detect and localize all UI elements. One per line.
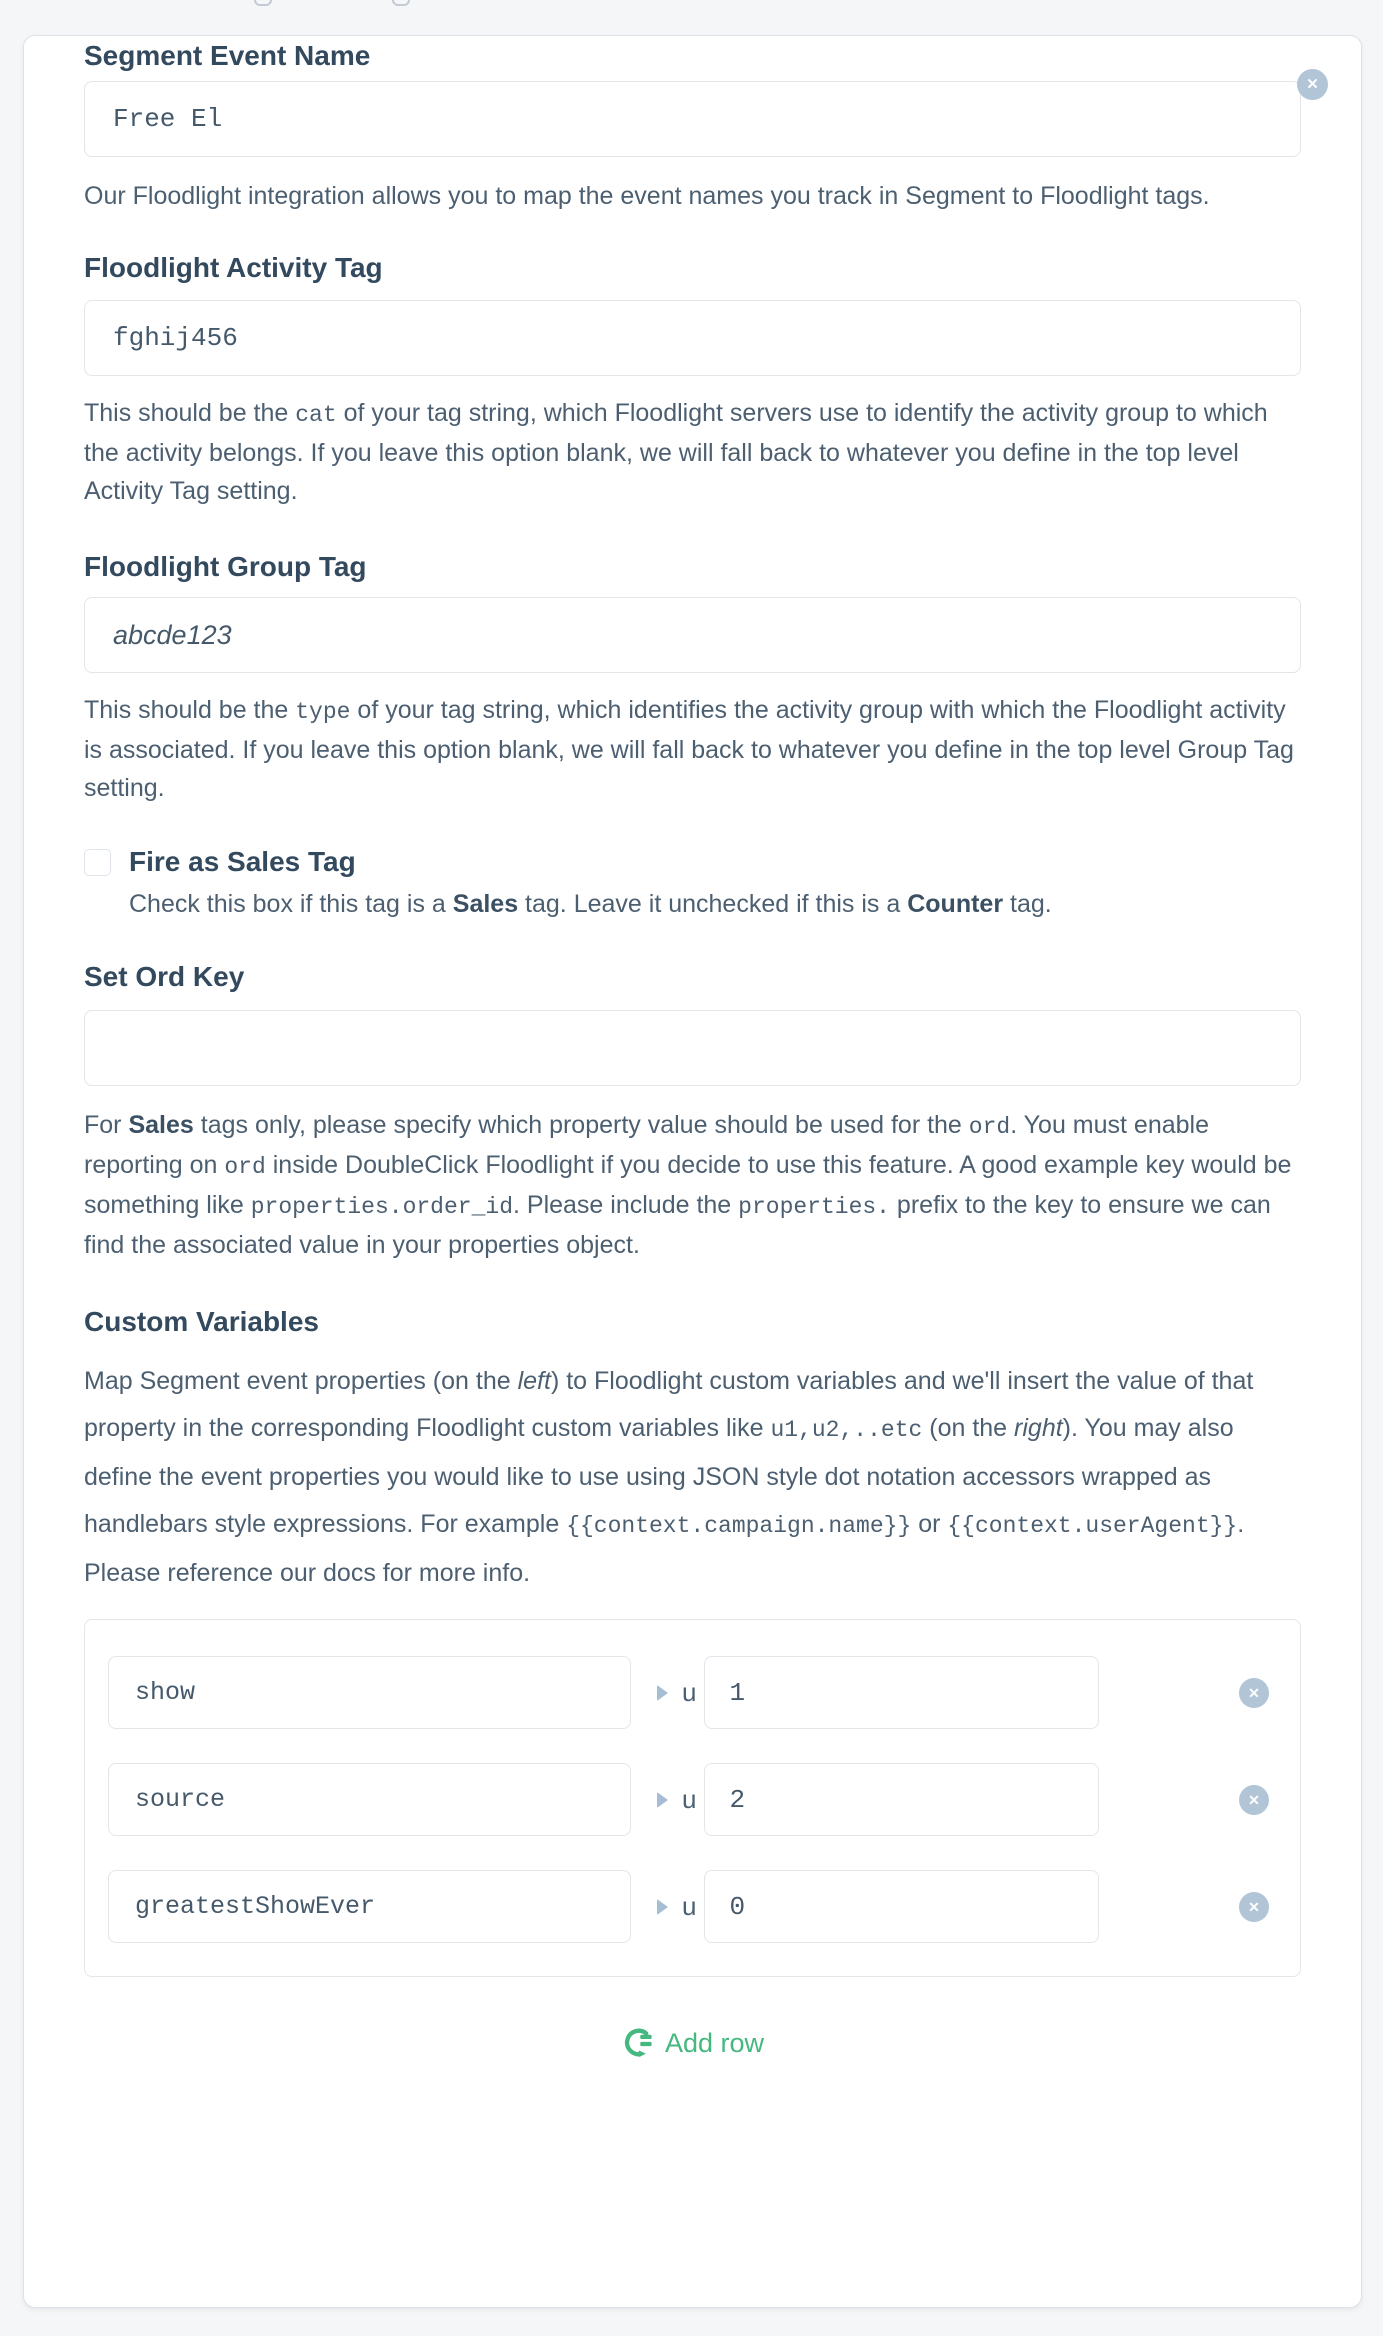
variable-index-input[interactable]: [704, 1870, 1099, 1943]
activity-tag-description: This should be the cat of your tag string, which Floodlight servers use to identify the activity group to which the activity belongs. If you leave this option blank, we will fall back to whatever you define in the top level Activity Tag setting.: [84, 399, 1268, 505]
custom-variable-row: [108, 1656, 1277, 1729]
ord-key-description: For Sales tags only, please specify which property value should be used for the ord. You must enable reporting on ord inside DoubleClick Floodlight if you decide to use this feature. A good example key would be something like properties.order_id. Please include the properties. prefix to the key to ensure we can find the associated value in your properties object.: [84, 1111, 1292, 1259]
segment-event-name-heading: Segment Event Name: [84, 40, 371, 71]
variable-prefix-label: u: [682, 1784, 697, 1814]
property-input[interactable]: [108, 1763, 631, 1836]
close-icon[interactable]: ✕: [1297, 69, 1328, 100]
variable-index-input[interactable]: [704, 1763, 1099, 1836]
remove-row-icon[interactable]: ✕: [1239, 1785, 1269, 1815]
activity-tag-input[interactable]: [84, 300, 1301, 376]
ord-key-input[interactable]: [84, 1010, 1301, 1086]
arrow-right-icon: [657, 1792, 668, 1808]
group-tag-description: This should be the type of your tag string, which identifies the activity group with which the Floodlight activity is associated. If you leave this option blank, we will fall back to whatever you define in the top level Group Tag setting.: [84, 696, 1294, 802]
custom-variable-row: [108, 1763, 1277, 1836]
add-row-button[interactable]: [615, 2025, 770, 2061]
property-input[interactable]: [108, 1870, 631, 1943]
custom-variables-description: Map Segment event properties (on the left) to Floodlight custom variables and we'll insert the value of that property in the corresponding Floodlight custom variables like u1,u2,..etc (on the right). You may also define the event properties you would like to use using JSON style dot notation accessors wrapped as handlebars style expressions. For example {{context.campaign.name}} or {{context.userAgent}}. Please reference our docs for more info.: [84, 1367, 1254, 1587]
arrow-right-icon: [657, 1685, 668, 1701]
ord-key-heading: Set Ord Key: [84, 961, 245, 992]
activity-tag-heading: Floodlight Activity Tag: [84, 252, 383, 283]
sales-tag-checkbox[interactable]: [84, 849, 111, 876]
custom-variables-heading: Custom Variables: [84, 1306, 319, 1337]
arrow-right-icon: [657, 1899, 668, 1915]
segment-event-name-input[interactable]: [84, 81, 1301, 157]
custom-variable-row: [108, 1870, 1277, 1943]
variable-prefix-label: u: [682, 1891, 697, 1921]
settings-modal: [23, 35, 1362, 2308]
sales-tag-label: Fire as Sales Tag: [129, 846, 356, 877]
add-row-label: Add row: [664, 2027, 765, 2058]
segment-logo-icon: [621, 2026, 655, 2060]
property-input[interactable]: [108, 1656, 631, 1729]
sales-tag-description: Check this box if this tag is a Sales tag. Leave it unchecked if this is a Counter tag.: [129, 890, 1052, 918]
remove-row-icon[interactable]: ✕: [1239, 1892, 1269, 1922]
top-edge-artifact: [392, 0, 410, 6]
group-tag-input[interactable]: [84, 597, 1301, 673]
top-edge-artifact: [254, 0, 272, 6]
group-tag-heading: Floodlight Group Tag: [84, 551, 367, 582]
variable-prefix-label: u: [682, 1677, 697, 1707]
remove-row-icon[interactable]: ✕: [1239, 1678, 1269, 1708]
custom-variables-rows-box: [84, 1619, 1301, 1977]
segment-event-name-description: Our Floodlight integration allows you to map the event names you track in Segment to Floodlight tags.: [84, 182, 1210, 210]
variable-index-input[interactable]: [704, 1656, 1099, 1729]
sales-tag-checkbox-row: [84, 847, 1301, 877]
